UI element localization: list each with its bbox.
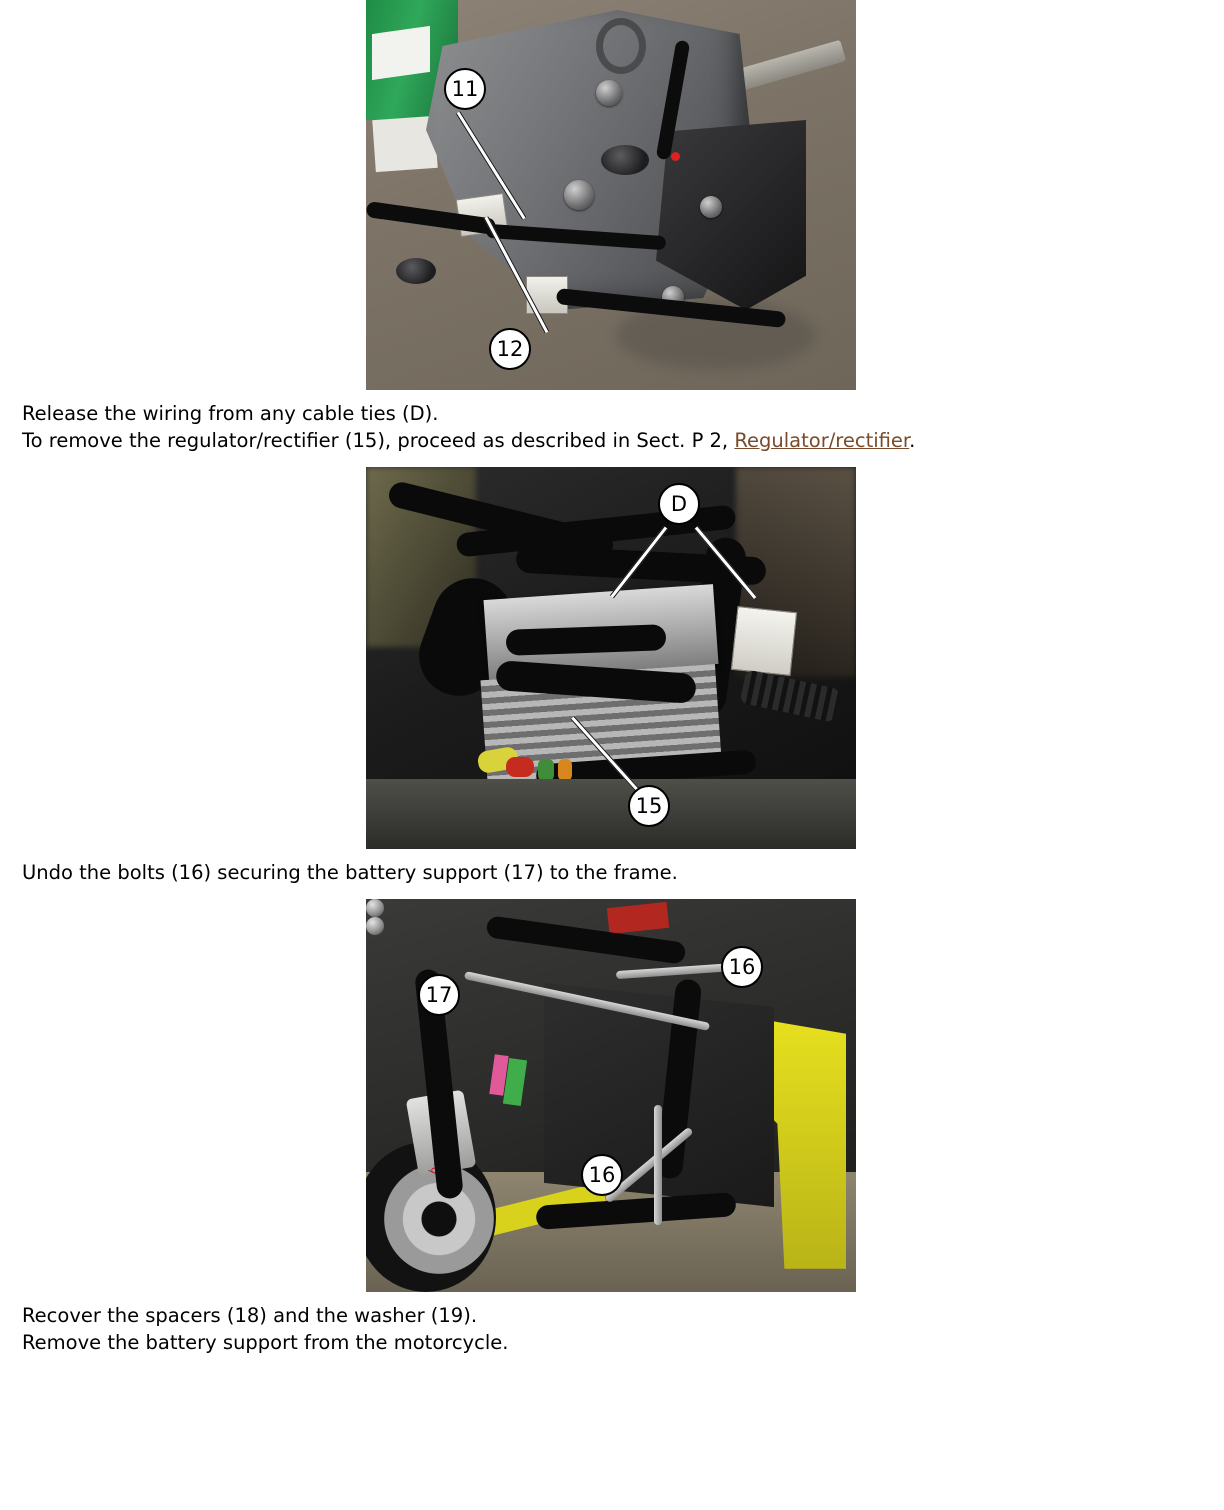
paragraph-undo-bolts [0,860,1224,887]
text-line-remove-support: Remove the battery support from the motorcycle. [22,1330,509,1354]
bolt-decoration [700,196,722,218]
figure-battery-support-bolts [366,899,856,1292]
callout-16-lower: 16 [581,1154,623,1196]
figure-regulator-rectifier [366,467,856,849]
red-part-decoration [607,902,669,934]
white-connector [731,606,797,676]
callout-12: 12 [489,328,531,370]
paragraph-recover-spacers [0,1303,1224,1357]
text-line-remove-regulator [22,428,1224,455]
callout-15: 15 [628,785,670,827]
background-floor-decoration [366,779,856,849]
link-regulator-rectifier[interactable]: Regulator/rectifier [734,428,910,452]
bolt-decoration [366,917,384,935]
bolt-decoration [564,180,594,210]
leader-line [616,963,736,979]
grommet-decoration [601,145,649,175]
text-line-release-wiring: Release the wiring from any cable ties (D). [22,402,439,425]
rubber-boot-decoration [740,669,841,722]
callout-11: 11 [444,68,486,110]
text-line-recover-spacers: Recover the spacers (18) and the washer (19). [22,1303,478,1327]
bolt-decoration [366,899,384,917]
figure-battery-bracket [366,0,856,390]
text-fragment: To remove the regulator/rectifier (15), proceed as described in Sect. P 2, [22,428,735,452]
callout-16-upper: 16 [721,946,763,988]
red-wire-decoration [506,757,534,777]
paragraph-cable-ties [0,401,1224,455]
wiring-harness-decoration [506,624,667,656]
text-fragment-suffix: . [909,428,916,452]
green-wire-decoration [538,759,554,781]
callout-17: 17 [418,974,460,1016]
red-marker-decoration [671,152,680,161]
orange-wire-decoration [558,759,572,781]
bolt-decoration [596,80,622,106]
text-line-undo-bolts: Undo the bolts (16) securing the battery support (17) to the frame. [22,860,678,884]
grommet-decoration [396,258,436,284]
leader-line [654,1105,662,1225]
callout-d: D [658,483,700,525]
loop-bracket [596,18,646,74]
